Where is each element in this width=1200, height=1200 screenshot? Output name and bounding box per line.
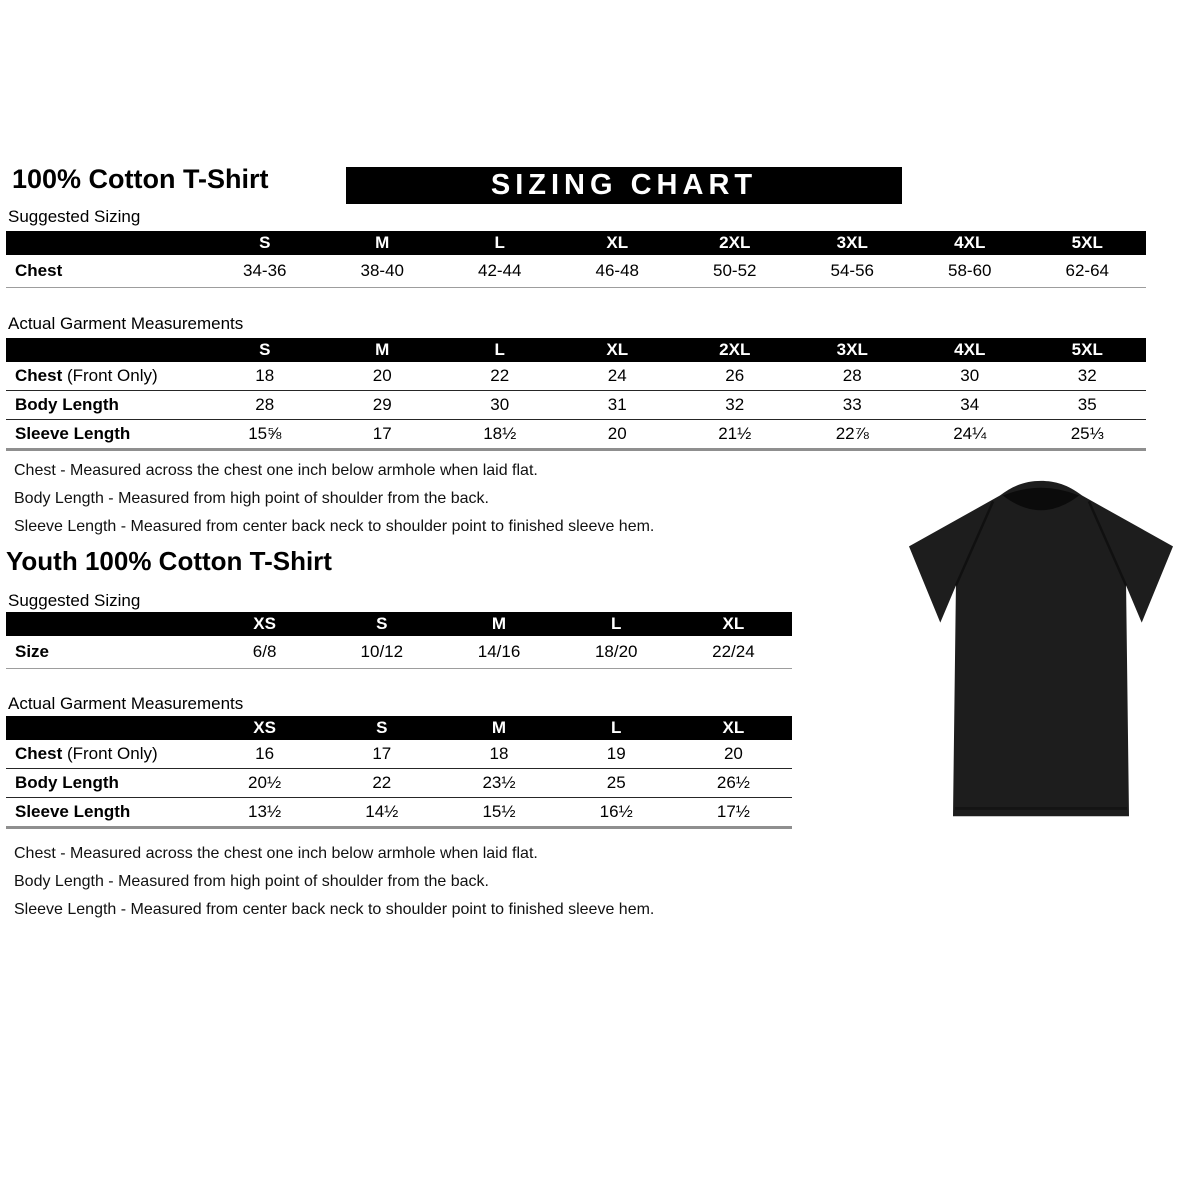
size-column-header: XL bbox=[606, 340, 629, 359]
size-column-header: S bbox=[376, 614, 388, 633]
note-chest: Chest - Measured across the chest one inch below armhole when laid flat. bbox=[14, 845, 538, 862]
measurement-value: 46-48 bbox=[595, 261, 639, 280]
measurement-label: Body Length bbox=[15, 773, 119, 792]
measurement-label: Sleeve Length bbox=[15, 802, 131, 821]
measurement-value: 14/16 bbox=[477, 642, 521, 661]
youth-measurement-notes bbox=[14, 840, 654, 924]
measurement-value: 50-52 bbox=[713, 261, 757, 280]
measurement-value: 26½ bbox=[716, 773, 750, 792]
size-column-header: 4XL bbox=[954, 340, 986, 359]
youth-suggested-sizing-table bbox=[6, 612, 792, 669]
youth-suggested-sizing-label: Suggested Sizing bbox=[8, 591, 141, 610]
measurement-value: 42-44 bbox=[478, 261, 522, 280]
measurement-row bbox=[6, 740, 792, 769]
measurement-row bbox=[6, 769, 792, 798]
measurement-value: 35 bbox=[1077, 395, 1097, 414]
measurement-value: 15⅝ bbox=[248, 424, 282, 443]
measurement-label: Body Length bbox=[15, 395, 119, 414]
note-sleeve-length: Sleeve Length - Measured from center back neck to shoulder point to finished sleeve hem. bbox=[14, 901, 655, 918]
measurement-value: 20½ bbox=[248, 773, 282, 792]
measurement-value: 62-64 bbox=[1065, 261, 1109, 280]
measurement-value: 18 bbox=[255, 366, 275, 385]
measurement-value: 24¼ bbox=[953, 424, 987, 443]
measurement-value: 30 bbox=[490, 395, 510, 414]
measurement-value: 54-56 bbox=[830, 261, 874, 280]
measurement-label: Size bbox=[15, 642, 50, 661]
size-column-header: 2XL bbox=[719, 233, 751, 252]
measurement-value: 10/12 bbox=[360, 642, 404, 661]
size-column-header: M bbox=[491, 718, 507, 737]
measurement-value: 18/20 bbox=[594, 642, 638, 661]
measurement-label: Chest (Front Only) bbox=[15, 366, 158, 385]
measurement-value: 21½ bbox=[718, 424, 752, 443]
measurement-value: 17 bbox=[372, 744, 392, 763]
measurement-value: 17½ bbox=[716, 802, 750, 821]
measurement-row bbox=[6, 420, 1146, 451]
note-chest: Chest - Measured across the chest one inch below armhole when laid flat. bbox=[14, 462, 538, 479]
measurement-row bbox=[6, 636, 792, 669]
measurement-value: 34 bbox=[960, 395, 980, 414]
measurement-value: 28 bbox=[842, 366, 862, 385]
measurement-value: 22 bbox=[490, 366, 510, 385]
measurement-value: 32 bbox=[725, 395, 745, 414]
youth-section-title: Youth 100% Cotton T-Shirt bbox=[6, 546, 332, 576]
measurement-value: 31 bbox=[607, 395, 627, 414]
adult-section-title: 100% Cotton T-Shirt bbox=[12, 164, 269, 194]
measurement-label: Chest bbox=[15, 261, 63, 280]
measurement-row bbox=[6, 255, 1146, 288]
size-column-header: 3XL bbox=[836, 233, 868, 252]
measurement-value: 16 bbox=[255, 744, 275, 763]
adult-suggested-sizing-label: Suggested Sizing bbox=[8, 207, 141, 226]
size-column-header: M bbox=[375, 340, 390, 359]
size-header-row bbox=[6, 612, 792, 636]
measurement-value: 15½ bbox=[482, 802, 516, 821]
size-header-row bbox=[6, 338, 1146, 362]
size-column-header: S bbox=[376, 718, 388, 737]
measurement-row bbox=[6, 391, 1146, 420]
sizing-chart-banner: SIZING CHART bbox=[346, 167, 902, 204]
measurement-value: 6/8 bbox=[252, 642, 277, 661]
size-column-header: L bbox=[611, 718, 622, 737]
measurement-value: 25⅓ bbox=[1070, 424, 1104, 443]
measurement-value: 24 bbox=[607, 366, 627, 385]
measurement-value: 28 bbox=[255, 395, 275, 414]
measurement-value: 22/24 bbox=[712, 642, 755, 661]
size-column-header: XS bbox=[253, 718, 276, 737]
size-column-header: 3XL bbox=[836, 340, 868, 359]
size-column-header: XL bbox=[722, 718, 745, 737]
measurement-value: 18 bbox=[489, 744, 509, 763]
measurement-value: 16½ bbox=[599, 802, 633, 821]
size-column-header: 2XL bbox=[719, 340, 751, 359]
measurement-value: 20 bbox=[723, 744, 743, 763]
measurement-value: 29 bbox=[372, 395, 392, 414]
size-column-header: L bbox=[494, 340, 505, 359]
measurement-value: 13½ bbox=[248, 802, 282, 821]
measurement-value: 33 bbox=[842, 395, 862, 414]
adult-actual-measurements-table bbox=[6, 338, 1146, 451]
adult-suggested-sizing-table bbox=[6, 231, 1146, 288]
measurement-value: 26 bbox=[725, 366, 745, 385]
size-header-row bbox=[6, 231, 1146, 255]
size-column-header: 4XL bbox=[954, 233, 986, 252]
measurement-value: 32 bbox=[1077, 366, 1097, 385]
size-column-header: L bbox=[494, 233, 505, 252]
measurement-value: 20 bbox=[372, 366, 392, 385]
measurement-value: 58-60 bbox=[948, 261, 992, 280]
note-body-length: Body Length - Measured from high point of shoulder from the back. bbox=[14, 873, 489, 890]
measurement-value: 34-36 bbox=[243, 261, 287, 280]
size-column-header: XL bbox=[722, 614, 745, 633]
measurement-value: 30 bbox=[960, 366, 980, 385]
size-column-header: S bbox=[259, 233, 271, 252]
measurement-value: 18½ bbox=[483, 424, 517, 443]
measurement-row bbox=[6, 798, 792, 829]
note-body-length: Body Length - Measured from high point of shoulder from the back. bbox=[14, 490, 489, 507]
measurement-value: 22 bbox=[372, 773, 392, 792]
measurement-value: 14½ bbox=[365, 802, 399, 821]
size-header-row bbox=[6, 716, 792, 740]
measurement-value: 20 bbox=[607, 424, 627, 443]
adult-actual-measurements-label: Actual Garment Measurements bbox=[8, 314, 244, 333]
measurement-row bbox=[6, 362, 1146, 391]
measurement-value: 22⅞ bbox=[835, 424, 869, 443]
measurement-value: 23½ bbox=[482, 773, 516, 792]
size-column-header: XS bbox=[253, 614, 276, 633]
size-column-header: XL bbox=[606, 233, 629, 252]
size-column-header: M bbox=[375, 233, 390, 252]
measurement-value: 25 bbox=[606, 773, 626, 792]
measurement-value: 19 bbox=[606, 744, 626, 763]
size-column-header: S bbox=[259, 340, 271, 359]
youth-actual-measurements-label: Actual Garment Measurements bbox=[8, 694, 244, 713]
measurement-label: Sleeve Length bbox=[15, 424, 131, 443]
size-column-header: M bbox=[491, 614, 507, 633]
adult-measurement-notes bbox=[14, 457, 654, 541]
note-sleeve-length: Sleeve Length - Measured from center back neck to shoulder point to finished sleeve hem. bbox=[14, 518, 655, 535]
measurement-value: 38-40 bbox=[360, 261, 404, 280]
measurement-label: Chest (Front Only) bbox=[15, 744, 158, 763]
youth-actual-measurements-table bbox=[6, 716, 792, 829]
measurement-value: 17 bbox=[372, 424, 392, 443]
size-column-header: L bbox=[611, 614, 622, 633]
size-column-header: 5XL bbox=[1071, 340, 1103, 359]
size-column-header: 5XL bbox=[1071, 233, 1103, 252]
black-tshirt-image bbox=[892, 476, 1190, 828]
